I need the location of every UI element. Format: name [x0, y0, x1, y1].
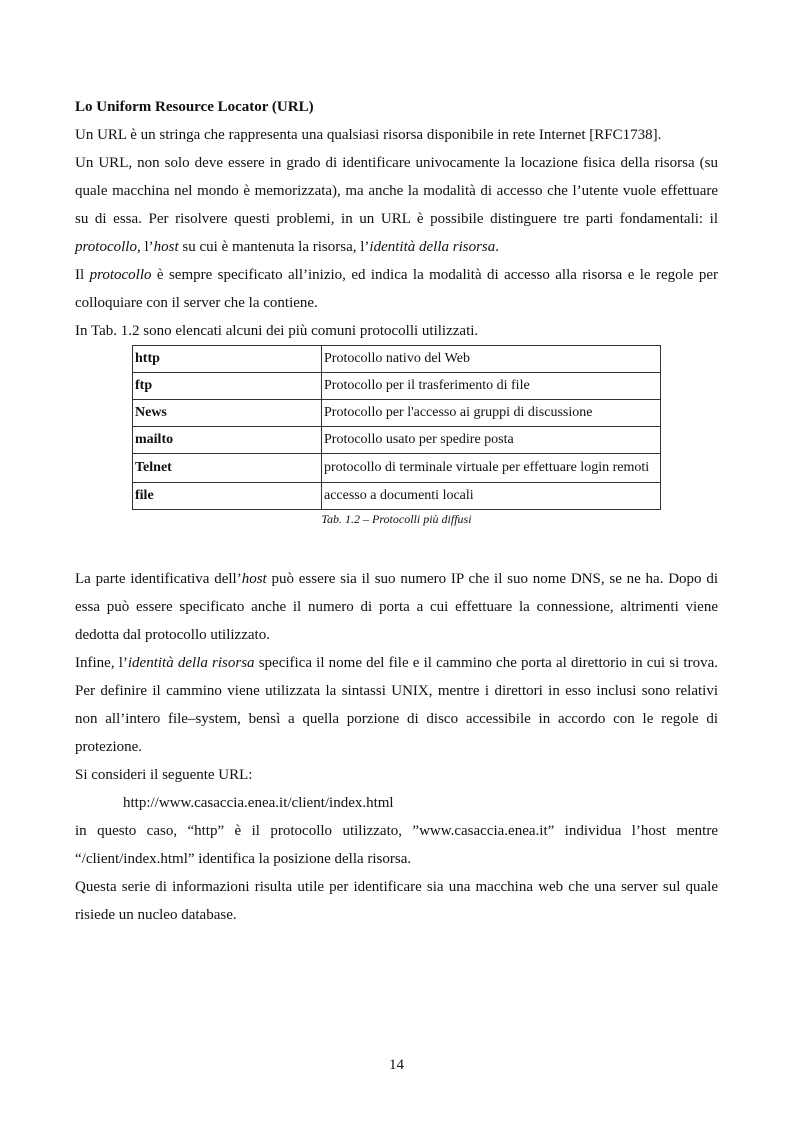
- protocol-description: protocollo di terminale virtuale per effettuare login remoti: [322, 454, 661, 483]
- italic-host: host: [241, 571, 267, 587]
- paragraph-url-parts: [75, 149, 718, 261]
- text-run: su cui è mantenuta la risorsa, l’: [178, 239, 370, 255]
- protocol-description: accesso a documenti locali: [322, 483, 661, 510]
- table-row: [133, 427, 661, 454]
- paragraph-url-definition: Un URL è un stringa che rappresenta una qualsiasi risorsa disponibile in rete Internet [RFC1738].: [75, 127, 662, 143]
- protocol-name: http: [133, 346, 322, 373]
- paragraph-protocol: [75, 261, 718, 317]
- italic-host: host: [153, 239, 179, 255]
- text-run: , l’: [136, 239, 154, 255]
- table-row: [133, 346, 661, 373]
- paragraph-example-explained: in questo caso, “http” è il protocollo utilizzato, ”www.casaccia.enea.it” individua l’host mentre “/client/index.html” identifica la posizione della risorsa.: [75, 823, 718, 867]
- table-row: [133, 400, 661, 427]
- table-row: [133, 483, 661, 510]
- text-run: specifica il nome del file e il cammino che porta al direttorio in cui si trova. Per definire il cammino viene utilizzata la sintassi UNIX, mentre i direttori in esso inclusi sono relativi non all’intero file–system, bensì a quella porzione di disco accessibile in accordo con le regole di protezione.: [75, 655, 718, 755]
- protocol-description: Protocollo usato per spedire posta: [322, 427, 661, 454]
- text-run: La parte identificativa dell’: [75, 571, 242, 587]
- paragraph-host: [75, 565, 718, 649]
- italic-protocollo: protocollo: [89, 267, 152, 283]
- paragraph-example-intro: Si consideri il seguente URL:: [75, 767, 253, 783]
- text-run: è sempre specificato all’inizio, ed indica la modalità di accesso alla risorsa e le regole per colloquiare con il server che la contiene.: [75, 267, 718, 311]
- paragraph-identity: [75, 649, 718, 761]
- protocol-name: mailto: [133, 427, 322, 454]
- table-row: [133, 454, 661, 483]
- table-caption: Tab. 1.2 – Protocolli più diffusi: [321, 512, 472, 526]
- protocol-description: Protocollo per l'accesso ai gruppi di discussione: [322, 400, 661, 427]
- paragraph-table-intro: In Tab. 1.2 sono elencati alcuni dei più comuni protocolli utilizzati.: [75, 323, 479, 339]
- page-content: [75, 93, 718, 929]
- italic-identita: identità della risorsa: [127, 655, 255, 671]
- section-title: Lo Uniform Resource Locator (URL): [75, 99, 314, 115]
- paragraph-conclusion: Questa serie di informazioni risulta utile per identificare sia una macchina web che una server sul quale risiede un nucleo database.: [75, 879, 718, 923]
- text-run: .: [495, 239, 500, 255]
- protocol-name: News: [133, 400, 322, 427]
- spacer: [75, 527, 718, 565]
- example-url: http://www.casaccia.enea.it/client/index.html: [123, 795, 394, 811]
- table-row: [133, 373, 661, 400]
- italic-protocollo: protocollo: [75, 239, 137, 255]
- protocol-description: Protocollo per il trasferimento di file: [322, 373, 661, 400]
- text-run: Il: [75, 267, 90, 283]
- protocol-name: file: [133, 483, 322, 510]
- protocol-description: Protocollo nativo del Web: [322, 346, 661, 373]
- page-number: 14: [389, 1057, 404, 1073]
- italic-identita: identità della risorsa: [369, 239, 496, 255]
- protocol-name: Telnet: [133, 454, 322, 483]
- text-run: Infine, l’: [75, 655, 128, 671]
- text-run: Un URL, non solo deve essere in grado di identificare univocamente la locazione fisica della risorsa (su quale macchina nel mondo è memorizzata), ma anche la modalità di accesso che l’utente vuole effettuare su di essa. Per risolvere questi problemi, in un URL è possibile distinguere tre parti fondamentali: il: [75, 155, 718, 227]
- text-run: può essere sia il suo numero IP che il suo nome DNS, se ne ha. Dopo di essa può essere specificato anche il numero di porta a cui effettuare la connessione, altrimenti viene dedotta dal protocollo utilizzato.: [75, 571, 718, 643]
- protocol-name: ftp: [133, 373, 322, 400]
- protocols-table: [132, 345, 661, 510]
